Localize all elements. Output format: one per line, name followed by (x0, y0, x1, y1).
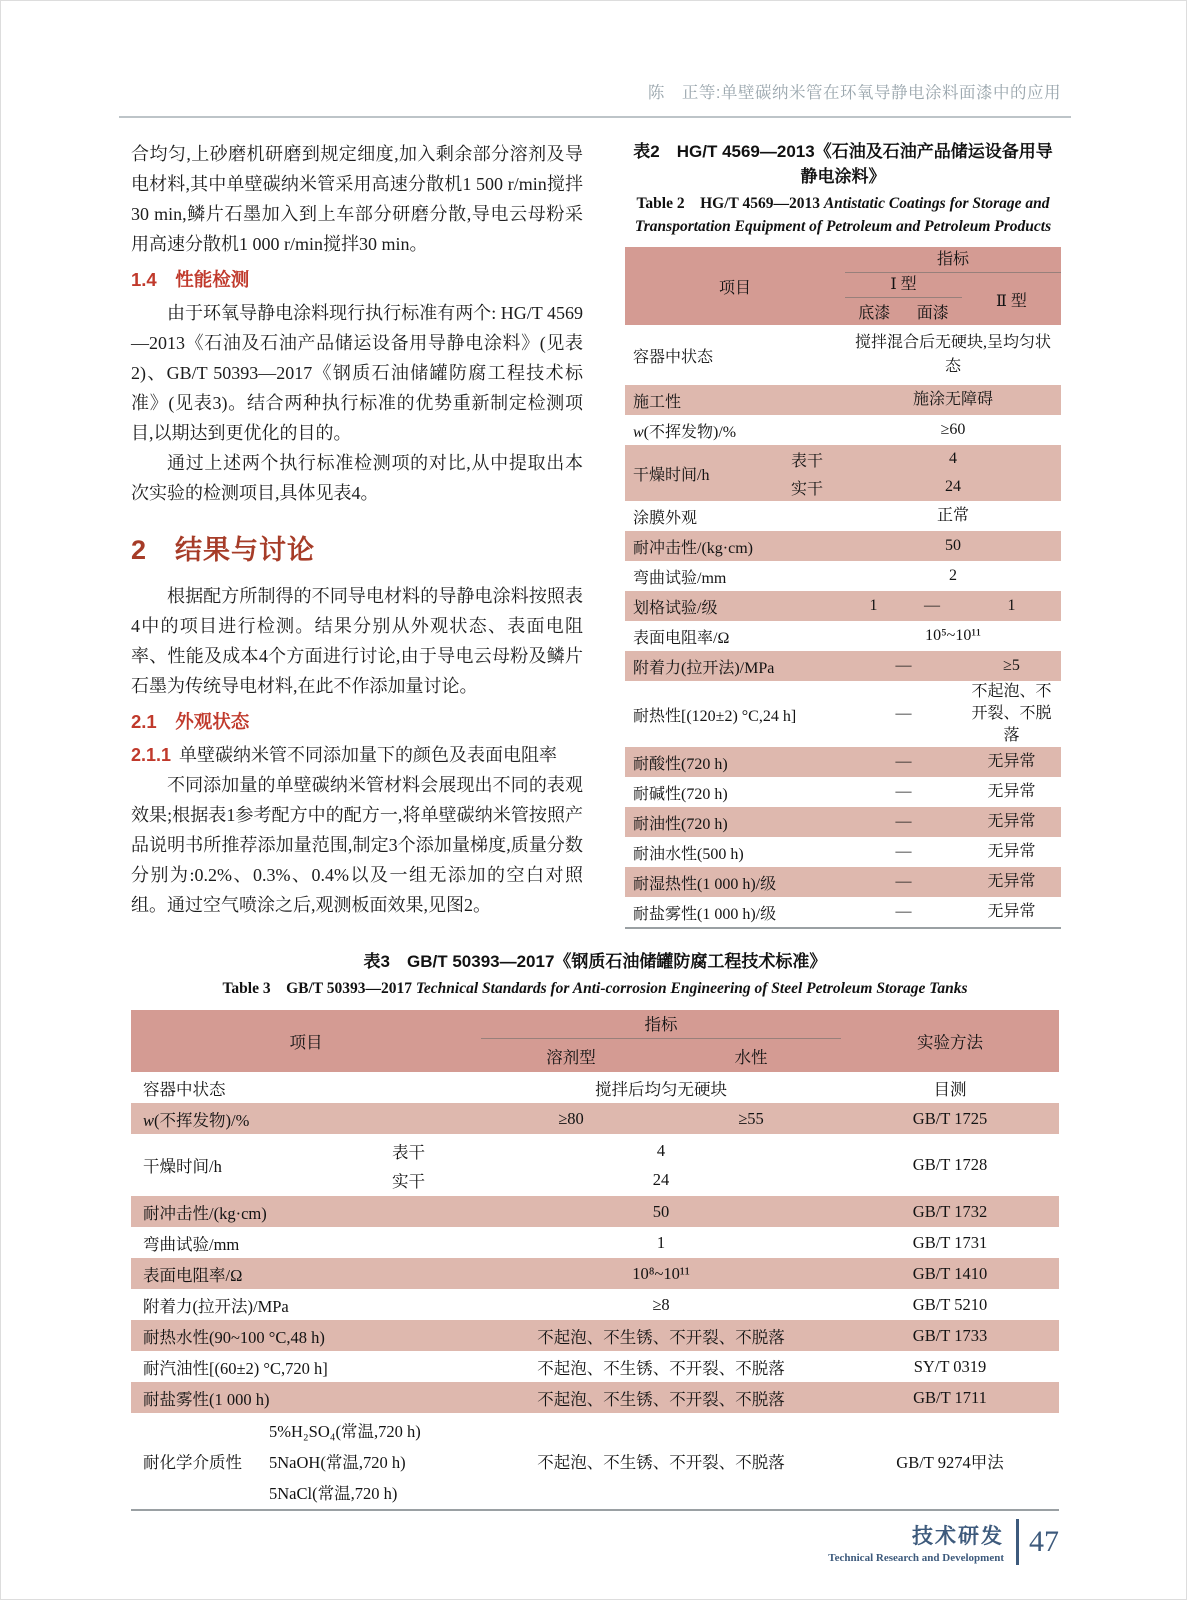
cell-label: 施工性 (633, 393, 682, 411)
cell-value-solvent: ≥80 (558, 1108, 584, 1128)
cell-dash: — (895, 843, 912, 860)
table-row (131, 1258, 1059, 1289)
table-row (131, 1227, 1059, 1258)
cell-value-type2: 1 (1007, 597, 1016, 614)
cell-value: 无异常 (987, 753, 1036, 770)
cell-label: 弯曲试验/mm (143, 1234, 240, 1254)
cell-method: GB/T 1410 (912, 1263, 988, 1283)
cell-method: 目测 (933, 1079, 967, 1099)
page-number: 47 (1029, 1525, 1059, 1558)
table-row (131, 1382, 1059, 1413)
cell-method: GB/T 1725 (912, 1108, 988, 1128)
cell-value: ≥60 (940, 421, 966, 438)
cell-dash: — (895, 705, 912, 722)
table3-caption-zh: 表3 GB/T 50393—2017《钢质石油储罐防腐工程技术标准》 (363, 952, 827, 971)
header-rule (119, 116, 1071, 118)
table2 (625, 247, 1061, 929)
cell-label: 划格试验/级 (633, 599, 718, 617)
cell-method: GB/T 1728 (912, 1155, 988, 1174)
table-row (625, 837, 1061, 867)
cell-label: 容器中状态 (633, 348, 714, 366)
table-row (625, 681, 1061, 747)
section-heading-2: 2 结果与讨论 (131, 535, 316, 565)
header-type1-group (845, 273, 962, 325)
header-cell-item: 项目 (289, 1033, 323, 1052)
table-row (625, 531, 1061, 561)
cell-label: 附着力(拉开法)/MPa (143, 1296, 289, 1316)
caption-code: GB/T 50393—2017 (286, 980, 416, 997)
section-heading-2-1-1 (131, 740, 583, 770)
cell-label: 耐盐雾性(1 000 h)/级 (633, 905, 777, 923)
section-heading-2-1: 2.1 外观状态 (131, 711, 250, 732)
footer-divider (1016, 1519, 1019, 1565)
cell-label: 耐油水性(500 h) (633, 845, 744, 863)
table2-header (625, 247, 1061, 325)
cell-value-stack: 4 24 (945, 450, 961, 495)
cell-value: 10⁸~10¹¹ (632, 1263, 690, 1283)
table3-caption-en (131, 977, 1059, 1000)
table3-header (131, 1010, 1059, 1072)
caption-title: Technical Standards for Anti-corrosion Engineering of Steel Petroleum Storage Tanks (415, 980, 968, 997)
cell-value: 50 (652, 1201, 670, 1221)
cell-value: 无异常 (987, 813, 1036, 830)
cell-value: 2 (949, 567, 957, 584)
cell-dash: — (895, 813, 912, 830)
table-row (625, 897, 1061, 927)
cell-method: GB/T 1733 (912, 1325, 988, 1345)
cell-sublabel-list: 5%H₂SO₄(常温,720 h) 5NaOH(常温,720 h) 5NaCl(常温,720 h) (269, 1422, 421, 1503)
table-row (625, 561, 1061, 591)
table-row (625, 445, 1061, 501)
cell-value: 搅拌混合后无硬块,呈均匀状态 (854, 334, 1051, 375)
cell-label: 耐油性(720 h) (633, 815, 728, 833)
cell-label: 耐湿热性(1 000 h)/级 (633, 875, 777, 893)
cell-value: ≥5 (1003, 657, 1020, 674)
table-row (131, 1196, 1059, 1227)
cell-label: w(不挥发物)/% (633, 423, 737, 441)
cell-label: 弯曲试验/mm (633, 569, 727, 587)
cell-value: 不起泡、不生锈、不开裂、不脱落 (537, 1389, 785, 1409)
cell-dash: — (895, 657, 912, 674)
table-row (625, 867, 1061, 897)
table-row (625, 501, 1061, 531)
header-indicator-group (845, 247, 1061, 325)
cell-sublabel: 实干 (790, 480, 823, 498)
right-column (625, 139, 1061, 929)
cell-label: w(不挥发物)/% (143, 1110, 250, 1130)
table-row (625, 651, 1061, 681)
cell-value: 无异常 (987, 903, 1036, 920)
header-cell-indicator: 指标 (481, 1010, 841, 1039)
cell-label: 表面电阻率/Ω (143, 1265, 243, 1285)
cell-label: 涂膜外观 (633, 509, 698, 527)
header-cell-type1: Ⅰ 型 (845, 273, 962, 298)
cell-value: 1 (656, 1232, 666, 1252)
caption-title: Antistatic Coatings for Storage and Transportation Equipment of Petroleum and Petroleum Products (634, 195, 1052, 235)
footer-section-en: Technical Research and Development (828, 1552, 1004, 1564)
table-row (625, 385, 1061, 415)
table-row (131, 1413, 1059, 1509)
paragraph-results: 根据配方所制得的不同导电材料的导静电涂料按照表4中的项目进行检测。结果分别从外观状态、表面电阻率、性能及成本4个方面进行讨论,由于导电云母粉及鳞片石墨为传统导电材料,在此不作添加量讨论。 (131, 586, 583, 696)
paragraph-appearance: 不同添加量的单壁碳纳米管材料会展现出不同的表观效果;根据表1参考配方中的配方一,将单壁碳纳米管按照产品说明书所推荐添加量范围,制定3个添加量梯度,质量分数分别为:0.2%、0.3%、0.4%以及一组无添加的空白对照组。通过空气喷涂之后,观测板面效果,见图2。 (131, 775, 583, 915)
cell-value: ≥8 (652, 1294, 670, 1314)
cell-value: 不起泡、不生锈、不开裂、不脱落 (537, 1453, 785, 1472)
cell-value: 无异常 (987, 783, 1036, 800)
cell-label: 耐汽油性[(60±2) °C,720 h] (143, 1358, 328, 1378)
cell-value: 50 (945, 537, 961, 554)
cell-method: GB/T 1711 (913, 1387, 987, 1407)
cell-method: GB/T 5210 (912, 1294, 988, 1314)
two-column-area (131, 139, 1061, 929)
table-row (625, 415, 1061, 445)
table-row (625, 747, 1061, 777)
cell-sublabel: 表干 (790, 452, 823, 470)
cell-sublabel: 实干 (392, 1171, 425, 1191)
cell-label: 耐化学介质性 5%H₂SO₄(常温,720 h) 5NaOH(常温,720 h) 5NaCl(常温,720 h) (131, 1415, 481, 1507)
left-column (131, 139, 583, 929)
cell-dash: — (895, 903, 912, 920)
table2-caption-en (625, 192, 1061, 238)
cell-label: 干燥时间/h 表干 实干 (131, 1136, 481, 1194)
running-header: 陈 正等:单壁碳纳米管在环氧导静电涂料面漆中的应用 (647, 84, 1061, 102)
cell-value: 施涂无障碍 (912, 391, 993, 408)
table-row (625, 621, 1061, 651)
cell-label: 干燥时间/h 表干 实干 (625, 445, 845, 501)
cell-label: 附着力(拉开法)/MPa (633, 659, 775, 677)
caption-label: Table 2 (636, 195, 701, 212)
cell-method: GB/T 9274甲法 (896, 1453, 1004, 1472)
table-row (131, 1351, 1059, 1382)
table-row (625, 325, 1061, 385)
cell-dash: — (895, 753, 912, 770)
table2-caption-zh: 表2 HG/T 4569—2013《石油及石油产品储运设备用导静电涂料》 (633, 142, 1053, 186)
cell-label: 耐冲击性/(kg·cm) (143, 1203, 267, 1223)
caption-code: HG/T 4569—2013 (700, 195, 824, 212)
cell-method: GB/T 1731 (912, 1232, 988, 1252)
paragraph-standards: 由于环氧导静电涂料现行执行标准有两个: HG/T 4569—2013《石油及石油产品储运设备用导静电涂料》(见表2)、GB/T 50393—2017《钢质石油储罐防腐工程技术标准》(见表3)。结合两种执行标准的优势重新制定检测项目,以期达到更优化的目的。 (131, 303, 583, 443)
paragraph-comparison: 通过上述两个执行标准检测项的对比,从中提取出本次实验的检测项目,具体见表4。 (131, 453, 583, 503)
cell-value: 无异常 (987, 873, 1036, 890)
page-footer (828, 1519, 1059, 1565)
section-title: 单壁碳纳米管不同添加量下的颜色及表面电阻率 (179, 745, 558, 765)
table3 (131, 1010, 1059, 1511)
cell-value: 搅拌后均匀无硬块 (595, 1079, 727, 1099)
table-row (131, 1103, 1059, 1134)
table-row (131, 1320, 1059, 1351)
header-indicator-group (481, 1010, 841, 1072)
cell-dash: — (895, 783, 912, 800)
header-cell-indicator: 指标 (845, 247, 1061, 273)
header-cell-topcoat: 面漆 (916, 305, 949, 322)
cell-label: 表面电阻率/Ω (633, 629, 730, 647)
cell-value: 不起泡、不开裂、不脱落 (971, 683, 1052, 744)
cell-method: SY/T 0319 (913, 1356, 987, 1376)
header-cell-solvent: 溶剂型 (546, 1047, 596, 1067)
header-cell-type2: Ⅱ 型 (996, 292, 1027, 310)
cell-dash: — (895, 873, 912, 890)
cell-value-stack: 4 24 (652, 1140, 670, 1189)
table-row (131, 1134, 1059, 1196)
cell-method: GB/T 1732 (912, 1201, 988, 1221)
table-row (131, 1289, 1059, 1320)
caption-label: Table 3 (222, 980, 287, 997)
section-heading-1-4: 1.4 性能检测 (131, 269, 250, 290)
header-cell-primer: 底漆 (858, 305, 891, 322)
cell-value: 不起泡、不生锈、不开裂、不脱落 (537, 1327, 785, 1347)
cell-value: 10⁵~10¹¹ (925, 627, 981, 644)
cell-label: 耐热性[(120±2) °C,24 h] (633, 707, 797, 725)
cell-value: 无异常 (987, 843, 1036, 860)
cell-value-primer: 1 (869, 597, 878, 614)
table-row (131, 1072, 1059, 1103)
table-row (625, 807, 1061, 837)
cell-value: 正常 (936, 507, 969, 524)
paragraph-mixing: 合均匀,上砂磨机研磨到规定细度,加入剩余部分溶剂及导电材料,其中单壁碳纳米管采用高速分散机1 500 r/min搅拌30 min,鳞片石墨加入到上车部分研磨分散,导电云母粉采用高速分散机1 000 r/min搅拌30 min。 (131, 144, 583, 254)
table3-section (131, 949, 1059, 1511)
cell-value: 不起泡、不生锈、不开裂、不脱落 (537, 1358, 785, 1378)
cell-label: 耐酸性(720 h) (633, 755, 728, 773)
header-cell-water: 水性 (734, 1047, 768, 1067)
cell-label: 容器中状态 (143, 1079, 226, 1099)
cell-value-water: ≥55 (738, 1108, 764, 1128)
cell-label: 耐冲击性/(kg·cm) (633, 539, 753, 557)
cell-label: 耐碱性(720 h) (633, 785, 728, 803)
cell-value-topcoat: — (924, 597, 940, 614)
header-cell-method: 实验方法 (917, 1033, 983, 1052)
cell-sublabel: 表干 (392, 1142, 425, 1162)
table-row (625, 777, 1061, 807)
cell-label: 耐盐雾性(1 000 h) (143, 1389, 270, 1409)
cell-label: 耐热水性(90~100 °C,48 h) (143, 1327, 325, 1347)
footer-section-zh: 技术研发 (912, 1525, 1004, 1548)
section-number: 2.1.1 (131, 745, 172, 765)
table-row (625, 591, 1061, 621)
header-cell-item: 项目 (718, 279, 751, 297)
